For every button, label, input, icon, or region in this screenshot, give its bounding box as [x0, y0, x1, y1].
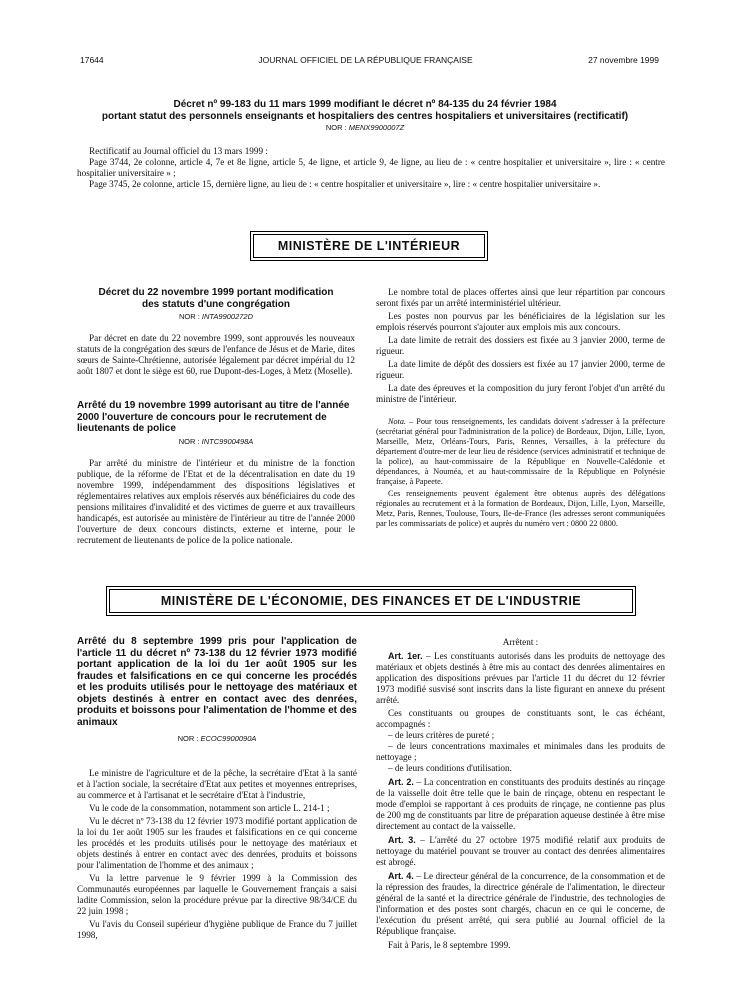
- interior-right-p3: La date limite de retrait des dossiers est fixée au 3 janvier 2000, terme de rigueur.: [376, 335, 665, 356]
- economy-p2: Vu le code de la consommation, notamment son article L. 214-1 ;: [89, 803, 330, 813]
- list-item-2: – de leurs concentrations maximales et minimales dans les produits de nettoyage ;: [376, 741, 665, 762]
- economy-left-body: [77, 768, 357, 941]
- top-decree-p1: Rectificatif au Journal officiel du 13 mars 1999 :: [89, 146, 268, 156]
- interior-right-p4: La date limite de dépôt des dossiers est fixée au 17 janvier 2000, terme de rigueur.: [376, 359, 665, 380]
- nota: [376, 417, 665, 487]
- top-decree-p2: Page 3744, 2e colonne, article 4, 7e et 8e ligne, article 5, 4e ligne, et article 9, 4e ligne, au lieu de : « centre hospitalier et universitaire », lire : « centre hospitalier universitaire » ;: [77, 157, 665, 178]
- interior-decree-body: [77, 333, 355, 377]
- interior-arrete-title-line2: 2000 l'ouverture de concours pour le recrutement de: [77, 411, 327, 423]
- article-4-label: Art. 4.: [388, 871, 414, 881]
- list-item-1: – de leurs critères de pureté ;: [388, 730, 495, 740]
- signature-date: Fait à Paris, le 8 septembre 1999.: [388, 940, 511, 950]
- interior-right-column: [376, 287, 665, 529]
- economy-arrete-nor: NOR : ECOC9900090A: [177, 734, 257, 743]
- interior-right-p1: Le nombre total de places offertes ainsi que leur répartition par concours seront fixés par un arrêté interministériel ultérieur.: [376, 287, 665, 308]
- interior-decree-title-line2: des statuts d'une congrégation: [142, 298, 290, 310]
- interior-arrete-body: [77, 458, 355, 546]
- nota-label: Nota.: [388, 417, 406, 426]
- economy-p1: Le ministre de l'agriculture et de la pêche, la secrétaire d'Etat à la santé et à l'action sociale, la secrétaire d'Etat aux petites et moyennes entreprises, au commerce et à l'artisanat et le secrétaire d'Etat à l'industrie,: [77, 768, 357, 800]
- interior-right-p5: La date des épreuves et la composition du jury feront l'objet d'un arrêté du ministre de l'intérieur.: [376, 383, 665, 404]
- economy-p4: Vu la lettre parvenue le 9 février 1999 à la Commission des Communautés européennes par laquelle le Gouvernement français a saisi ladite Commission, selon la procédure prévue par la directive 98/34/CE du 22 juin 1998 ;: [77, 873, 357, 916]
- economy-right-body: [376, 637, 665, 951]
- top-decree-title: [60, 99, 670, 132]
- ministry-economy-label: MINISTÈRE DE L'ÉCONOMIE, DES FINANCES ET DE L'INDUSTRIE: [109, 589, 633, 613]
- top-decree-nor: NOR : MENX9900007Z: [325, 123, 405, 132]
- interior-arrete-title-line1: Arrêté du 19 novembre 1999 autorisant au titre de l'année: [77, 400, 350, 411]
- article-1: [376, 651, 665, 706]
- interior-right-p2: Les postes non pourvus par les bénéficiaires de la législation sur les emplois réservés pourront s'ajouter aux emplois mis aux concours.: [376, 311, 665, 332]
- nota-text: – Pour tous renseignements, les candidats doivent s'adresser à la préfecture (secrétariat général pour l'administration de la police) de Bordeaux, Dijon, Lille, Lyon, Marseille, Metz, Orléans-Tours, Paris, Rennes, Versailles, à la préfecture du département d'outre-mer de leur lieu de résidence (services administratif et technique de la police), au haut-commissaire de la République en Nouvelle-Calédonie et dépendances, à Nouméa, et au haut-commissaire de la République en Polynésie française, à Papeete.: [376, 417, 665, 486]
- article-2: [376, 777, 665, 832]
- list-item-3: – de leurs conditions d'utilisation.: [388, 763, 512, 773]
- issue-date: 27 novembre 1999: [588, 55, 659, 65]
- top-decree-title-line2: portant statut des personnels enseignants et hospitaliers des centres hospitaliers et universitaires (rectificatif): [101, 110, 629, 122]
- interior-arrete-title-line3: lieutenants de police: [77, 423, 176, 434]
- interior-decree-title-line1: Décret du 22 novembre 1999 portant modification: [98, 287, 334, 298]
- article-1-text: – Les constituants autorisés dans les produits de nettoyage des matériaux et objets destinés à être mis au contact des denrées alimentaires en application des dispositions prévues par l'article 11 du décret du 12 février 1973 modifié susvisé sont inscrits dans la liste figurant en annexe du présent arrêté.: [376, 651, 665, 705]
- top-decree-title-line1: Décret nº 99-183 du 11 mars 1999 modifiant le décret nº 84-135 du 24 février 1984: [173, 99, 557, 110]
- ministry-economy-box: [106, 586, 636, 616]
- top-decree-body: [77, 146, 665, 190]
- interior-arrete-nor: NOR : INTC9900498A: [178, 436, 254, 446]
- economy-arrete-title-text: Arrêté du 8 septembre 1999 pris pour l'application de l'article 11 du décret nº 73-138 du 12 février 1973 modifié portant application de la loi du 1er août 1905 sur les fraudes et falsifications en ce qui concerne les procédés et les produits utilisés pour le nettoyage des matériaux et objets destinés à entrer en contact avec des denrées, produits et boissons pour l'alimentation de l'homme et des animaux: [77, 636, 357, 728]
- interior-decree-title: [77, 287, 355, 321]
- top-decree-p3: Page 3745, 2e colonne, article 15, dernière ligne, au lieu de : « centre hospitalier et universitaire », lire : « centre hospitalier universitaire ».: [89, 179, 601, 189]
- journal-title: JOURNAL OFFICIEL DE LA RÉPUBLIQUE FRANÇAISE: [258, 55, 473, 65]
- ministry-interior-box: [250, 231, 488, 261]
- article-3: [376, 835, 665, 868]
- article-2-label: Art. 2.: [388, 777, 414, 787]
- interior-arrete-title: [77, 400, 355, 446]
- ministry-interior-label: MINISTÈRE DE L'INTÉRIEUR: [253, 234, 485, 258]
- article-3-text: – L'arrêté du 27 octobre 1975 modifié relatif aux produits de nettoyage du matériel pouvant se trouver au contact des denrées alimentaires est abrogé.: [376, 835, 665, 867]
- economy-arrete-title: [77, 636, 357, 728]
- article-1-label: Art. 1er.: [388, 651, 423, 661]
- arretent-heading: Arrêtent :: [502, 637, 539, 647]
- interior-arrete-text: Par arrêté du ministre de l'intérieur et du ministre de la fonction publique, de la réforme de l'Etat et de la décentralisation en date du 19 novembre 1999, indépendamment des dispositions législatives et réglementaires relatives aux emplois réservés aux bénéficiaires du code des pensions militaires d'invalidité et des victimes de guerre et aux travailleurs handicapés, est autorisée au ministère de l'intérieur au titre de l'année 2000 l'ouverture de deux concours distincts, externe et interne, pour le recrutement de lieutenants de police de la police nationale.: [77, 458, 355, 545]
- page-number: 17644: [80, 55, 104, 65]
- interior-decree-text: Par décret en date du 22 novembre 1999, sont approuvés les nouveaux statuts de la congrégation des sœurs de l'enfance de Jésus et de Marie, dites sœurs de Sainte-Chrétienne, autorisée légalement par décret impérial du 12 août 1807 et dont le siège est 60, rue Dupont-des-Loges, à Metz (Moselle).: [77, 333, 355, 376]
- economy-p5: Vu l'avis du Conseil supérieur d'hygiène publique de France du 7 juillet 1998,: [77, 919, 357, 940]
- article-4: [376, 871, 665, 937]
- interior-decree-nor: NOR : INTA9900272D: [178, 312, 254, 321]
- nota-text-2: Ces renseignements peuvent également être obtenus auprès des délégations régionales au recrutement et à la formation de Bordeaux, Dijon, Lille, Lyon, Marseille, Metz, Paris, Rennes, Toulouse, Tours, Ile-de-France (les adresses seront communiquées par les commissariats de police) et auprès du numéro vert : 0800 22 0800.: [376, 489, 665, 528]
- article-1-b: Ces constituants ou groupes de constituants sont, le cas échéant, accompagnés :: [376, 708, 665, 729]
- article-4-text: – Le directeur général de la concurrence, de la consommation et de la répression des fraudes, la directrice générale de l'alimentation, le directeur général de la santé et la directrice générale de l'industrie, des technologies de l'information et des postes sont chargés, chacun en ce qui le concerne, de l'exécution du présent arrêté, qui sera publié au Journal officiel de la République française.: [376, 871, 665, 936]
- economy-p3: Vu le décret nº 73-138 du 12 février 1973 modifié portant application de la loi du 1er août 1905 sur les fraudes et falsifications en ce qui concerne les procédés et les produits utilisés pour le nettoyage des matériaux et objets destinés à entrer en contact avec des denrées, produits et boissons pour l'alimentation de l'homme et des animaux ;: [77, 816, 357, 870]
- article-2-text: – La concentration en constituants des produits destinés au rinçage de la vaisselle doit être telle que le bain de rinçage, obtenu en respectant le mode d'emploi se rapportant à ces produits de rinçage, ne contienne pas plus de 200 mg de constituants par litre de préparation aqueuse destinée à être mise directement au contact de la vaisselle.: [376, 777, 665, 831]
- article-3-label: Art. 3.: [388, 835, 416, 845]
